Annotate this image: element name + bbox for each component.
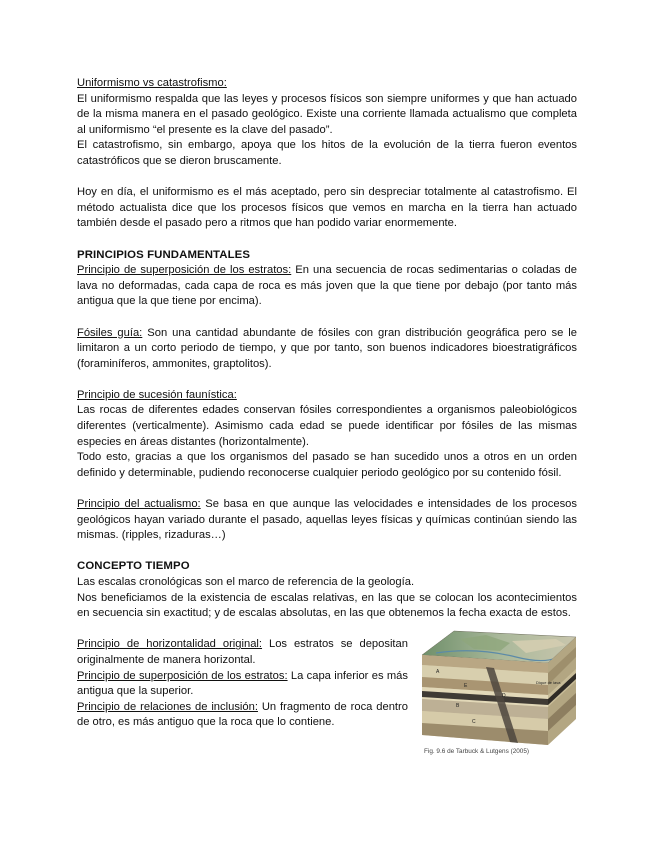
strata-block-diagram [416,627,579,746]
uniformismo-paragraph: El uniformismo respalda que las leyes y procesos físicos son siempre uniformes y que han actuado de la misma manera en el pasado geológico. Existe una corriente llamada actualismo que completa al uniformismo “el presente es la clave del pasado”. [77,92,577,136]
strata-figure [416,627,579,756]
actualismo-label: Principio del actualismo: [77,498,201,511]
inclusion-paragraph: Principio de relaciones de inclusión: Un fragmento de roca dentro de otro, es más antiguo que la roca que lo contiene. [77,700,408,729]
figure-caption: Fig. 9.6 de Tarbuck & Lutgens (2005) [424,748,530,756]
principios-relativos-block [77,637,577,756]
label-b: B [456,703,460,710]
escalas-paragraph: Las escalas cronológicas son el marco de referencia de la geología. [77,576,415,588]
superposicion-2-paragraph: Principio de superposición de los estratos: La capa inferior es más antigua que la superior. [77,669,408,698]
actualismo-paragraph: Principio del actualismo: Se basa en que aunque las velocidades e intensidades de los procesos geológicos hayan variado durante el pasado, aquellas leyes físicas y químicas continúan siendo las mismas. (ripples, rizaduras…) [77,498,577,542]
label-d: D [502,693,506,700]
label-c: C [472,719,476,726]
horizontalidad-paragraph: Principio de horizontalidad original: Los estratos se depositan originalmente de manera horizontal. [77,638,408,666]
principios-title: PRINCIPIOS FUNDAMENTALES [77,248,251,261]
fosiles-guia-paragraph: Fósiles guía: Son una cantidad abundante de fósiles con gran distribución geográfica pero se le limitaron a un corto periodo de tiempo, y que por tanto, son buenos indicadores bioestratigráficos (foraminíferos, ammonites, graptolitos). [77,326,577,370]
sucesion-faunistica-paragraph: Las rocas de diferentes edades conservan fósiles correspondientes a organismos paleobiológicos diferentes (verticalmente). Asimismo cada edad se puede identificar por fósiles de las mismas especies en áreas distantes (horizontalmente). [77,404,577,448]
escalas-relativas-paragraph: Nos beneficiamos de la existencia de escalas relativas, en las que se colocan los acontecimientos en secuencia sin exactitud; y de escalas absolutas, en las que obtenemos la fecha exacta de estos. [77,591,577,620]
actualidad-paragraph: Hoy en día, el uniformismo es el más aceptado, pero sin despreciar totalmente al catastrofismo. El método actualista dice que los procesos físicos que vemos en marcha en la tierra han actuado también desde el pasado pero a ritmos que han podido variar enormemente. [77,186,577,230]
sucesion-faunistica-paragraph-2: Todo esto, gracias a que los organismos del pasado se han sucedido unos a otros en un orden definido y determinable, pudiendo reconocerse cualquier periodo geológico por su contenido fósil. [77,451,577,479]
label-e: E [464,683,468,690]
document-page [77,76,577,756]
label-a: A [436,669,440,676]
tiempo-title: CONCEPTO TIEMPO [77,560,190,573]
sucesion-faunistica-heading: Principio de sucesión faunística: [77,388,237,401]
uniformismo-heading: Uniformismo vs catastrofismo: [77,77,227,89]
fosiles-guia-label: Fósiles guía: [77,326,143,339]
superposicion-paragraph: Principio de superposición de los estratos: En una secuencia de rocas sedimentarias o coladas de lava no deformadas, cada capa de roca es más joven que la que tiene por debajo (por tanto más antigua que la que tiene por encima). [77,264,577,308]
superposicion-label: Principio de superposición de los estratos: [77,264,292,277]
figure-tag: Dique de lava [536,680,561,686]
catastrofismo-paragraph: El catastrofismo, sin embargo, apoya que los hitos de la evolución de la tierra fueron eventos catastróficos que se dieron bruscamente. [77,139,577,167]
